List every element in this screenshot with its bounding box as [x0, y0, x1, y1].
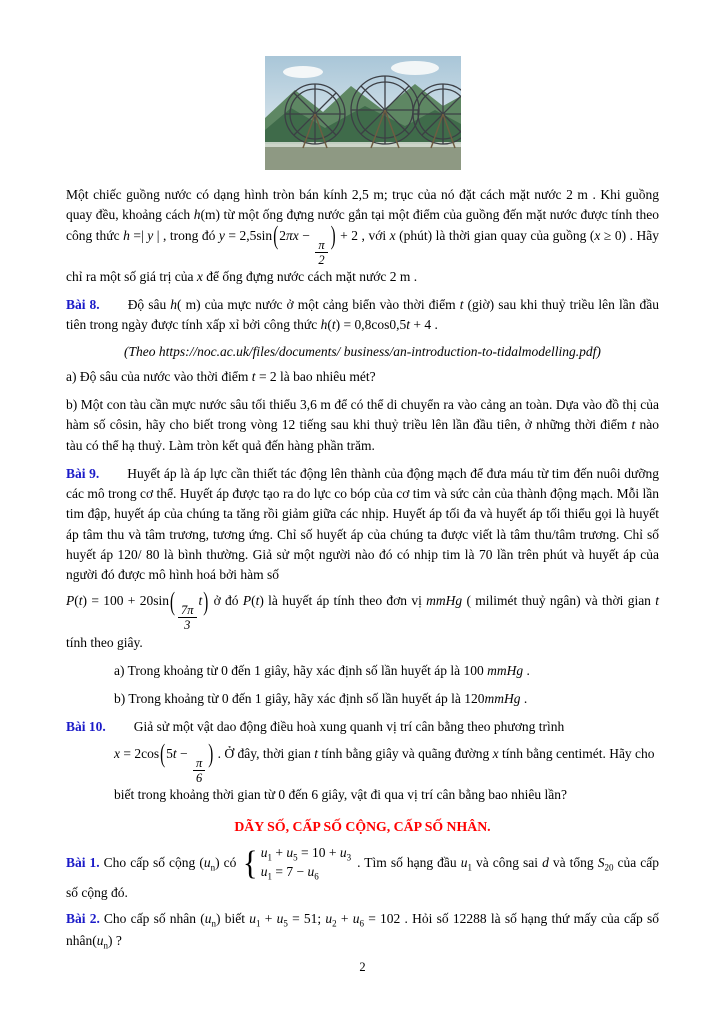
problem-8-part-b: b) Một con tàu cần mực nước sâu tối thiểu 3,6 m để có thể di chuyển ra vào cảng an toàn. Dựa vào đồ thị của hàm số côsin, hãy cho biết trong vòng 12 tiếng sau khi thuỷ triều lên lần đầu tiên, ở những thời điểm t nào tàu có thể hạ thuỷ. Làm tròn kết quả đến hàng phần trăm. [66, 397, 659, 453]
water-wheels-photo [265, 56, 461, 170]
problem-9-formula: P(t) = 100 + 20sin( $\frac{7\pi}{3}$ t) ở đó P(t) là huyết áp tính theo đơn vị mmHg ( milimét thuỷ ngân) và thời gian t tính theo giây. [66, 588, 660, 650]
problem-2-text: Cho cấp số nhân $(u_n)$ biết $u_1 + u_5 = 51$; $u_2 + u_6 = 102$ . Hỏi số 12288 là số hạng thứ mấy của cấp số $nhân(u_n)$ ? [66, 911, 659, 951]
problem-1 [66, 845, 659, 903]
problem-2-label: Bài 2. [66, 911, 100, 927]
section-title: DÃY SỐ, CẤP SỐ CỘNG, CẤP SỐ NHÂN. [234, 819, 491, 834]
problem-10-intro: Giả sử một vật dao động điều hoà xung quanh vị trí cân bằng theo phương trình [133, 719, 565, 735]
problem-9-part-a: a) Trong khoảng từ 0 đến 1 giây, hãy xác định số lần huyết áp là 100 mmHg . [114, 662, 530, 678]
problem-8 [66, 295, 659, 336]
problem-10 [66, 717, 659, 737]
problem-1-text: Cho cấp số cộng $(u_n)$ có { $u_1 + u_5 = 10 + u_3$ $u_1 = 7 - u_6$ . Tìm số hạng đầu $u_1$ và công sai d và tổng $S_{20}$ của cấp số cộng đó. [66, 844, 659, 900]
problem-2 [66, 909, 659, 953]
intro-problem-text: Một chiếc guồng nước có dạng hình tròn bán kính 2,5 m; trục của nó đặt cách mặt nước 2 m . Khi guồng quay đều, khoảng cách h(m) từ một ống đựng nước gắn tại một điểm của guồng đến mặt nước được tính theo công thức h =| y | , trong đó y = 2,5sin(2πx − $\frac{\pi}{2}$ ) + 2 , với x (phút) là thời gian quay của guồng (x ≥ 0) . Hãy chỉ ra một số giá trị của x để ống đựng nước cách mặt nước 2 m . [66, 187, 660, 284]
problem-9-text: Huyết áp là áp lực cần thiết tác động lên thành của động mạch để đưa máu từ tim đến nuôi dưỡng các mô trong cơ thể. Huyết áp được tạo ra do lực co bóp của cơ tim và sức cản của thành động mạch. Mỗi lần tim đập, huyết áp của chúng ta tăng rồi giảm giữa các nhịp. Huyết áp tối đa và huyết áp tối thiểu gọi là huyết áp tâm thu và tâm trương, tương ứng. Chỉ số huyết áp của chúng ta được viết là tâm thu/tâm trương. Chỉ số huyết áp 120/ 80 là bình thường. Giả sử một người nào đó có nhịp tim là 70 lần trên phút và huyết áp của người đó được mô hình hoá bởi hàm số [66, 465, 659, 582]
problem-8-label: Bài 8. [66, 297, 100, 312]
problem-8-source: (Theo https://noc.ac.uk/files/documents/ business/an-introduction-to-tidalmodelling.pdf) [124, 343, 601, 359]
problem-1-label: Bài 1. [66, 855, 100, 871]
problem-9-label: Bài 9. [66, 465, 100, 481]
problem-8-text: Độ sâu h( m) của mực nước ở một cảng biển vào thời điểm t (giờ) sau khi thuỷ triều lên lần đầu tiên trong ngày được tính xấp xỉ bởi công thức h(t) = 0,8cos0,5t + 4 . [66, 297, 659, 333]
problem-9-part-b: b) Trong khoảng từ 0 đến 1 giây, hãy xác định số lần huyết áp là 120mmHg . [114, 691, 528, 706]
water-wheels-illustration [265, 56, 461, 170]
problem-8-part-a: a) Độ sâu của nước vào thời điểm t = 2 là bao nhiêu mét? [66, 368, 376, 384]
problem-10-label: Bài 10. [66, 719, 106, 735]
page-number: 2 [359, 960, 366, 974]
problem-10-body: x = 2cos(5t − $\frac{\pi}{6}$ ) . Ở đây, thời gian t tính bằng giây và quãng đường x tính bằng centimét. Hãy cho biết trong khoảng thời gian từ 0 đến 6 giây, vật đi qua vị trí cân bằng bao nhiêu lần? [114, 740, 655, 802]
problem-9 [66, 464, 659, 586]
